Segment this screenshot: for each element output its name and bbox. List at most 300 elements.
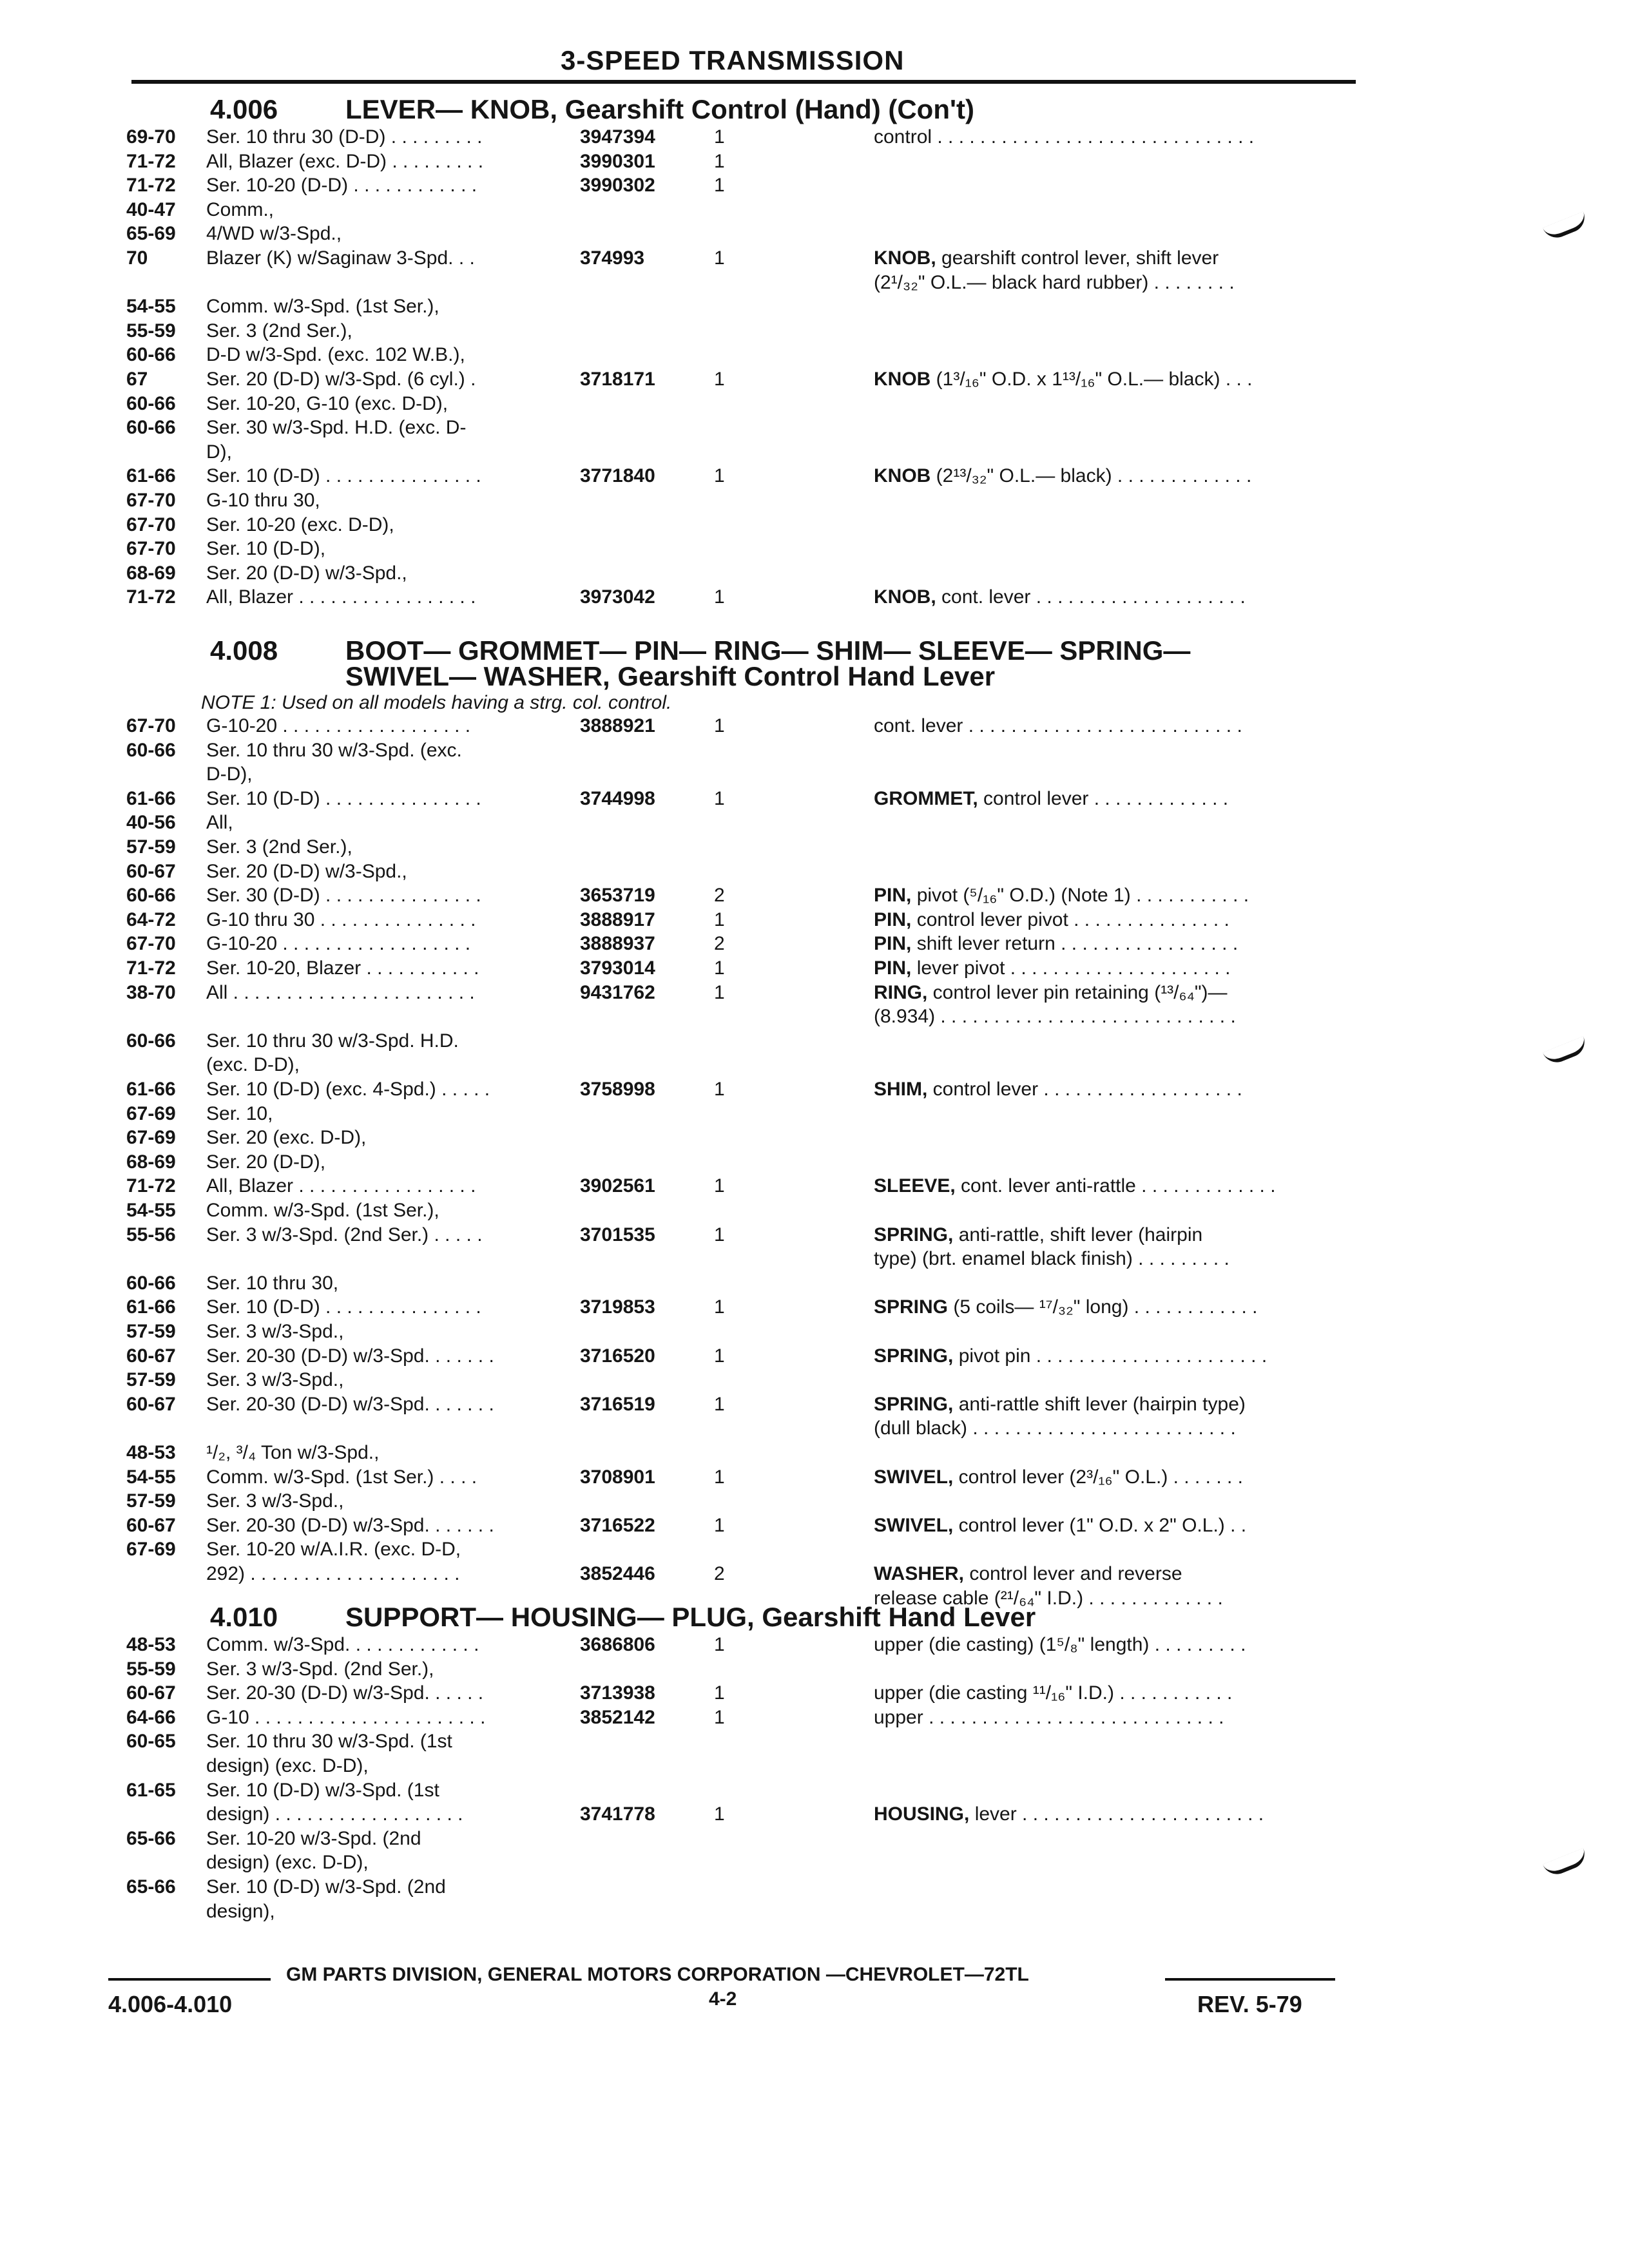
part-detail: pivot (⁵/₁₆" O.D.) (Note 1) . . . . . . . . . . . <box>911 885 1249 906</box>
application: D-D w/3-Spd. (exc. 102 W.B.), <box>206 344 465 365</box>
part-name: HOUSING, <box>874 1803 970 1825</box>
section-title-line2: SWIVEL— WASHER, Gearshift Control Hand Lever <box>345 661 996 691</box>
application: Ser. 10-20 w/3-Spd. (2nd <box>206 1828 421 1849</box>
parts-row <box>126 1127 1364 1150</box>
parts-row <box>126 272 1364 295</box>
application: Ser. 20 (D-D) w/3-Spd. (6 cyl.) . <box>206 369 476 390</box>
parts-row <box>126 1079 1364 1102</box>
application: Ser. 20 (D-D), <box>206 1151 326 1173</box>
part-name: SPRING, <box>874 1394 954 1415</box>
quantity: 1 <box>714 586 725 608</box>
parts-row <box>126 1466 1364 1490</box>
part-description <box>874 1248 1229 1270</box>
application: Ser. 30 (D-D) . . . . . . . . . . . . . . . <box>206 885 481 906</box>
part-name: SHIM, <box>874 1079 928 1100</box>
footer-page-number: 4-2 <box>709 1988 737 2010</box>
part-number: 3888917 <box>580 909 655 930</box>
part-number: 3902561 <box>580 1175 655 1196</box>
part-name: SWIVEL, <box>874 1466 954 1488</box>
application: design) (exc. D-D), <box>206 1852 369 1873</box>
part-detail: control lever (2³/₁₆" O.L.) . . . . . . . <box>953 1466 1243 1488</box>
margin-mark <box>1543 211 1589 242</box>
part-detail: anti-rattle, shift lever (hairpin <box>953 1224 1203 1245</box>
application: All . . . . . . . . . . . . . . . . . . . . . . . <box>206 982 475 1003</box>
parts-row <box>126 982 1364 1005</box>
model-years: 64-66 <box>126 1707 176 1728</box>
section-heading <box>210 94 974 124</box>
model-years: 54-55 <box>126 1466 176 1488</box>
model-years: 61-66 <box>126 1079 176 1100</box>
model-years: 60-67 <box>126 1394 176 1415</box>
part-number: 3990301 <box>580 151 655 172</box>
parts-row <box>126 1515 1364 1538</box>
model-years: 48-53 <box>126 1442 176 1463</box>
model-years: 61-66 <box>126 788 176 809</box>
part-detail: control lever (1" O.D. x 2" O.L.) . . <box>953 1515 1247 1536</box>
model-years: 65-66 <box>126 1876 176 1898</box>
application: 292) . . . . . . . . . . . . . . . . . . . . <box>206 1563 460 1584</box>
part-detail: lever . . . . . . . . . . . . . . . . . . . . . . . <box>969 1803 1264 1825</box>
part-description <box>874 1515 1246 1537</box>
part-name: KNOB, <box>874 586 936 608</box>
model-years: 70 <box>126 247 148 269</box>
parts-row <box>126 836 1364 860</box>
quantity: 1 <box>714 1682 725 1704</box>
parts-row <box>126 369 1364 392</box>
model-years: 64-72 <box>126 909 176 930</box>
model-years: 67-70 <box>126 715 176 736</box>
parts-row <box>126 175 1364 198</box>
part-name: SPRING <box>874 1296 949 1318</box>
parts-row <box>126 1876 1364 1899</box>
parts-row <box>126 1780 1364 1803</box>
parts-row <box>126 1030 1364 1053</box>
model-years: 55-59 <box>126 320 176 341</box>
parts-row <box>126 1006 1364 1029</box>
application: Comm. w/3-Spd. (1st Ser.), <box>206 1200 439 1221</box>
model-years: 40-47 <box>126 199 176 220</box>
quantity: 1 <box>714 982 725 1003</box>
quantity: 2 <box>714 1563 725 1584</box>
part-number: 3888921 <box>580 715 655 736</box>
parts-row <box>126 740 1364 763</box>
part-number: 3758998 <box>580 1079 655 1100</box>
application: design), <box>206 1901 275 1922</box>
application: Ser. 10 (D-D) . . . . . . . . . . . . . . . <box>206 1296 481 1318</box>
part-name: KNOB, <box>874 247 936 269</box>
application: Ser. 3 w/3-Spd. (2nd Ser.), <box>206 1658 434 1680</box>
section-heading <box>210 1604 1036 1630</box>
part-detail: cont. lever . . . . . . . . . . . . . . . . . . . . <box>936 586 1246 608</box>
parts-row <box>126 562 1364 586</box>
part-name: SPRING, <box>874 1224 954 1245</box>
model-years: 67-70 <box>126 514 176 535</box>
parts-row <box>126 441 1364 465</box>
section-number: 4.010 <box>210 1602 278 1632</box>
model-years: 61-66 <box>126 1296 176 1318</box>
parts-row <box>126 1175 1364 1198</box>
application: Ser. 10 thru 30, <box>206 1273 339 1294</box>
application: Ser. 3 w/3-Spd. (2nd Ser.) . . . . . <box>206 1224 483 1245</box>
part-description <box>874 1175 1276 1197</box>
parts-row <box>126 1273 1364 1296</box>
parts-row <box>126 1682 1364 1706</box>
part-name: PIN, <box>874 957 912 979</box>
application: G-10 thru 30, <box>206 490 320 511</box>
footer-rule-right <box>1165 1978 1335 1981</box>
parts-row <box>126 1563 1364 1586</box>
model-years: 60-67 <box>126 1682 176 1704</box>
application: All, <box>206 812 233 833</box>
part-name: PIN, <box>874 933 912 954</box>
parts-row <box>126 320 1364 343</box>
section-title: BOOT— GROMMET— PIN— RING— SHIM— SLEEVE— SPRING— <box>345 635 1191 666</box>
application: Comm., <box>206 199 274 220</box>
model-years: 61-66 <box>126 465 176 486</box>
part-detail: anti-rattle shift lever (hairpin type) <box>953 1394 1246 1415</box>
part-description <box>874 788 1228 810</box>
parts-row <box>126 1248 1364 1271</box>
model-years: 40-56 <box>126 812 176 833</box>
application: Ser. 10 (D-D) w/3-Spd. (1st <box>206 1780 439 1801</box>
model-years: 57-59 <box>126 1369 176 1390</box>
part-detail: (8.934) . . . . . . . . . . . . . . . . . . . . . . . . . . . . <box>874 1006 1236 1027</box>
parts-row <box>126 1369 1364 1392</box>
application: (exc. D-D), <box>206 1054 300 1075</box>
parts-row <box>126 885 1364 908</box>
model-years: 60-67 <box>126 861 176 882</box>
part-number: 3888937 <box>580 933 655 954</box>
part-name: PIN, <box>874 909 912 930</box>
application: Ser. 10 thru 30 w/3-Spd. (1st <box>206 1731 452 1752</box>
model-years: 71-72 <box>126 1175 176 1196</box>
part-number: 3719853 <box>580 1296 655 1318</box>
application: Ser. 20-30 (D-D) w/3-Spd. . . . . . <box>206 1682 484 1704</box>
application: 4/WD w/3-Spd., <box>206 223 342 244</box>
application: Ser. 20-30 (D-D) w/3-Spd. . . . . . . <box>206 1515 494 1536</box>
model-years: 67 <box>126 369 148 390</box>
application: Ser. 20 (exc. D-D), <box>206 1127 367 1148</box>
model-years: 65-66 <box>126 1828 176 1849</box>
part-detail: type) (brt. enamel black finish) . . . . . . . . . <box>874 1248 1229 1269</box>
application: design) . . . . . . . . . . . . . . . . . . <box>206 1803 463 1825</box>
parts-row <box>126 957 1364 981</box>
model-years: 71-72 <box>126 151 176 172</box>
part-detail: upper (die casting) (1⁵/₈" length) . . . . . . . . . <box>874 1634 1246 1655</box>
model-years: 60-66 <box>126 740 176 761</box>
application: Ser. 3 w/3-Spd., <box>206 1369 344 1390</box>
parts-row <box>126 538 1364 561</box>
part-number: 3852446 <box>580 1563 655 1584</box>
parts-row <box>126 1321 1364 1344</box>
application: All, Blazer . . . . . . . . . . . . . . . . . <box>206 1175 476 1196</box>
part-detail: (dull black) . . . . . . . . . . . . . . . . . . . . . . . . . <box>874 1418 1236 1439</box>
parts-row <box>126 393 1364 416</box>
quantity: 1 <box>714 788 725 809</box>
parts-row <box>126 344 1364 367</box>
application: design) (exc. D-D), <box>206 1755 369 1776</box>
part-description <box>874 586 1246 608</box>
model-years: 38-70 <box>126 982 176 1003</box>
part-description <box>874 1394 1246 1416</box>
parts-row <box>126 1103 1364 1126</box>
section-heading <box>210 635 1191 691</box>
margin-mark <box>1543 1036 1589 1067</box>
parts-row <box>126 1490 1364 1514</box>
parts-row <box>126 1054 1364 1077</box>
footer-section-range: 4.006-4.010 <box>108 1991 233 2017</box>
parts-row <box>126 586 1364 610</box>
parts-row <box>126 1852 1364 1875</box>
part-description <box>874 1466 1243 1488</box>
part-detail: control lever . . . . . . . . . . . . . <box>978 788 1229 809</box>
model-years: 57-59 <box>126 1321 176 1342</box>
part-description <box>874 247 1219 269</box>
part-description <box>874 1006 1236 1028</box>
parts-row <box>126 1731 1364 1754</box>
part-number: 3708901 <box>580 1466 655 1488</box>
application: G-10-20 . . . . . . . . . . . . . . . . . . <box>206 933 471 954</box>
model-years: 60-67 <box>126 1515 176 1536</box>
application: Ser. 20-30 (D-D) w/3-Spd. . . . . . . <box>206 1345 494 1367</box>
part-number: 3716520 <box>580 1345 655 1367</box>
quantity: 1 <box>714 1394 725 1415</box>
quantity: 1 <box>714 1175 725 1196</box>
application: Ser. 10-20 w/A.I.R. (exc. D-D, <box>206 1539 461 1560</box>
part-description <box>874 1345 1267 1367</box>
part-description <box>874 909 1229 931</box>
quantity: 1 <box>714 1707 725 1728</box>
model-years: 60-66 <box>126 1030 176 1052</box>
part-name: SPRING, <box>874 1345 954 1367</box>
part-number: 3686806 <box>580 1634 655 1655</box>
part-description <box>874 1224 1202 1246</box>
parts-row <box>126 1394 1364 1417</box>
application: All, Blazer (exc. D-D) . . . . . . . . . <box>206 151 484 172</box>
model-years: 68-69 <box>126 1151 176 1173</box>
part-detail: upper (die casting ¹¹/₁₆" I.D.) . . . . . . . . . . . <box>874 1682 1233 1704</box>
parts-row <box>126 1296 1364 1320</box>
quantity: 1 <box>714 715 725 736</box>
model-years: 60-67 <box>126 1345 176 1367</box>
parts-row <box>126 223 1364 246</box>
parts-row <box>126 1151 1364 1175</box>
part-detail: control lever . . . . . . . . . . . . . . . . . . . <box>927 1079 1242 1100</box>
application: Ser. 10 (D-D) w/3-Spd. (2nd <box>206 1876 446 1898</box>
quantity: 1 <box>714 151 725 172</box>
parts-row <box>126 1755 1364 1778</box>
part-detail: cont. lever . . . . . . . . . . . . . . . . . . . . . . . . . . <box>874 715 1242 736</box>
application: Ser. 3 w/3-Spd., <box>206 1490 344 1512</box>
application: Ser. 20 (D-D) w/3-Spd., <box>206 562 407 584</box>
application: Ser. 10 thru 30 w/3-Spd. H.D. <box>206 1030 459 1052</box>
model-years: 65-69 <box>126 223 176 244</box>
parts-row <box>126 1418 1364 1441</box>
part-detail: lever pivot . . . . . . . . . . . . . . . . . . . . . <box>911 957 1231 979</box>
part-name: GROMMET, <box>874 788 978 809</box>
part-description <box>874 1634 1246 1656</box>
part-number: 3716522 <box>580 1515 655 1536</box>
application: G-10 thru 30 . . . . . . . . . . . . . . . <box>206 909 476 930</box>
part-description <box>874 126 1254 148</box>
part-detail: pivot pin . . . . . . . . . . . . . . . . . . . . . . <box>953 1345 1268 1367</box>
parts-row <box>126 812 1364 835</box>
part-description <box>874 957 1231 979</box>
quantity: 1 <box>714 1345 725 1367</box>
part-name: KNOB <box>874 369 931 390</box>
application: Ser. 10-20, G-10 (exc. D-D), <box>206 393 448 414</box>
section-note: NOTE 1: Used on all models having a strg. col. control. <box>201 692 672 713</box>
model-years: 60-66 <box>126 417 176 438</box>
part-number: 3744998 <box>580 788 655 809</box>
quantity: 1 <box>714 126 725 148</box>
model-years: 48-53 <box>126 1634 176 1655</box>
parts-row <box>126 1828 1364 1851</box>
application: Blazer (K) w/Saginaw 3-Spd. . . <box>206 247 475 269</box>
part-description <box>874 1707 1224 1729</box>
model-years: 57-59 <box>126 836 176 858</box>
model-years: 71-72 <box>126 175 176 196</box>
part-description <box>874 933 1238 955</box>
application: Ser. 3 (2nd Ser.), <box>206 836 352 858</box>
quantity: 1 <box>714 1634 725 1655</box>
part-description <box>874 715 1242 737</box>
parts-row <box>126 1224 1364 1247</box>
quantity: 2 <box>714 885 725 906</box>
model-years: 67-70 <box>126 538 176 559</box>
section-title: SUPPORT— HOUSING— PLUG, Gearshift Hand Lever <box>345 1602 1036 1632</box>
application: Ser. 10 (D-D) (exc. 4-Spd.) . . . . . <box>206 1079 490 1100</box>
model-years: 67-70 <box>126 490 176 511</box>
quantity: 1 <box>714 1466 725 1488</box>
model-years: 54-55 <box>126 1200 176 1221</box>
part-detail: gearshift control lever, shift lever <box>936 247 1219 269</box>
parts-row <box>126 933 1364 956</box>
part-number: 3947394 <box>580 126 655 148</box>
model-years: 60-65 <box>126 1731 176 1752</box>
parts-row <box>126 126 1364 149</box>
application: Ser. 3 (2nd Ser.), <box>206 320 352 341</box>
part-detail: upper . . . . . . . . . . . . . . . . . . . . . . . . . . . . <box>874 1707 1224 1728</box>
parts-row <box>126 861 1364 884</box>
part-number: 3973042 <box>580 586 655 608</box>
quantity: 1 <box>714 909 725 930</box>
model-years: 67-70 <box>126 933 176 954</box>
header-rule <box>131 80 1356 84</box>
footer-revision: REV. 5-79 <box>1197 1991 1302 2017</box>
part-detail: cont. lever anti-rattle . . . . . . . . . . . . . <box>955 1175 1276 1196</box>
quantity: 1 <box>714 1224 725 1245</box>
application: Ser. 10-20, Blazer . . . . . . . . . . . <box>206 957 479 979</box>
application: Ser. 20-30 (D-D) w/3-Spd. . . . . . . <box>206 1394 494 1415</box>
application: Ser. 10 (D-D), <box>206 538 326 559</box>
quantity: 1 <box>714 1296 725 1318</box>
part-number: 3852142 <box>580 1707 655 1728</box>
parts-row <box>126 247 1364 271</box>
quantity: 1 <box>714 465 725 486</box>
application: Ser. 10-20 (D-D) . . . . . . . . . . . . <box>206 175 477 196</box>
parts-row <box>126 151 1364 174</box>
model-years: 54-55 <box>126 296 176 317</box>
part-description <box>874 982 1228 1004</box>
model-years: 67-69 <box>126 1103 176 1124</box>
part-description <box>874 465 1251 487</box>
section-title: LEVER— KNOB, Gearshift Control (Hand) (Con't) <box>345 94 974 124</box>
parts-row <box>126 199 1364 222</box>
application: Comm. w/3-Spd. (1st Ser.) . . . . <box>206 1466 477 1488</box>
part-number: 9431762 <box>580 982 655 1003</box>
application: Ser. 10 thru 30 (D-D) . . . . . . . . . <box>206 126 483 148</box>
parts-row <box>126 1634 1364 1657</box>
section-number: 4.008 <box>210 635 278 666</box>
model-years: 69-70 <box>126 126 176 148</box>
application: ¹/₂, ³/₄ Ton w/3-Spd., <box>206 1442 380 1463</box>
model-years: 60-66 <box>126 344 176 365</box>
model-years: 60-66 <box>126 885 176 906</box>
quantity: 1 <box>714 957 725 979</box>
part-number: 3771840 <box>580 465 655 486</box>
part-description <box>874 1418 1236 1439</box>
margin-mark <box>1543 1848 1589 1879</box>
quantity: 1 <box>714 1079 725 1100</box>
model-years: 67-69 <box>126 1539 176 1560</box>
parts-row <box>126 417 1364 440</box>
application: Ser. 10 (D-D) . . . . . . . . . . . . . . . <box>206 465 481 486</box>
application: Comm. w/3-Spd. (1st Ser.), <box>206 296 439 317</box>
application: Ser. 30 w/3-Spd. H.D. (exc. D- <box>206 417 467 438</box>
application: Comm. w/3-Spd. . . . . . . . . . . . . <box>206 1634 479 1655</box>
part-name: PIN, <box>874 885 912 906</box>
part-number: 374993 <box>580 247 645 269</box>
part-description <box>874 272 1235 294</box>
part-name: SWIVEL, <box>874 1515 954 1536</box>
part-description <box>874 1682 1232 1704</box>
part-number: 3713938 <box>580 1682 655 1704</box>
application: Ser. 10-20 (exc. D-D), <box>206 514 394 535</box>
page-header-title: 3-SPEED TRANSMISSION <box>561 45 905 75</box>
parts-row <box>126 788 1364 811</box>
quantity: 1 <box>714 247 725 269</box>
part-detail: control lever pivot . . . . . . . . . . . . . . . <box>911 909 1229 930</box>
part-detail: (2¹³/₃₂" O.L.— black) . . . . . . . . . . . . . <box>930 465 1252 486</box>
model-years: 67-69 <box>126 1127 176 1148</box>
part-description <box>874 1803 1264 1825</box>
part-detail: (1³/₁₆" O.D. x 1¹³/₁₆" O.L.— black) . . . <box>930 369 1253 390</box>
parts-row <box>126 764 1364 787</box>
part-detail: control lever and reverse <box>964 1563 1182 1584</box>
parts-row <box>126 1707 1364 1730</box>
model-years: 68-69 <box>126 562 176 584</box>
part-number: 3741778 <box>580 1803 655 1825</box>
part-number: 3716519 <box>580 1394 655 1415</box>
parts-row <box>126 514 1364 537</box>
part-number: 3701535 <box>580 1224 655 1245</box>
part-name: KNOB <box>874 465 931 486</box>
application: All, Blazer . . . . . . . . . . . . . . . . . <box>206 586 476 608</box>
part-number: 3990302 <box>580 175 655 196</box>
parts-row <box>126 715 1364 738</box>
section-number: 4.006 <box>210 94 278 124</box>
part-name: RING, <box>874 982 928 1003</box>
model-years: 60-66 <box>126 1273 176 1294</box>
parts-row <box>126 1658 1364 1682</box>
model-years: 61-65 <box>126 1780 176 1801</box>
part-detail: shift lever return . . . . . . . . . . . . . . . . . <box>911 933 1239 954</box>
application: G-10 . . . . . . . . . . . . . . . . . . . . . . <box>206 1707 486 1728</box>
application: Ser. 20 (D-D) w/3-Spd., <box>206 861 407 882</box>
parts-row <box>126 465 1364 488</box>
model-years: 57-59 <box>126 1490 176 1512</box>
